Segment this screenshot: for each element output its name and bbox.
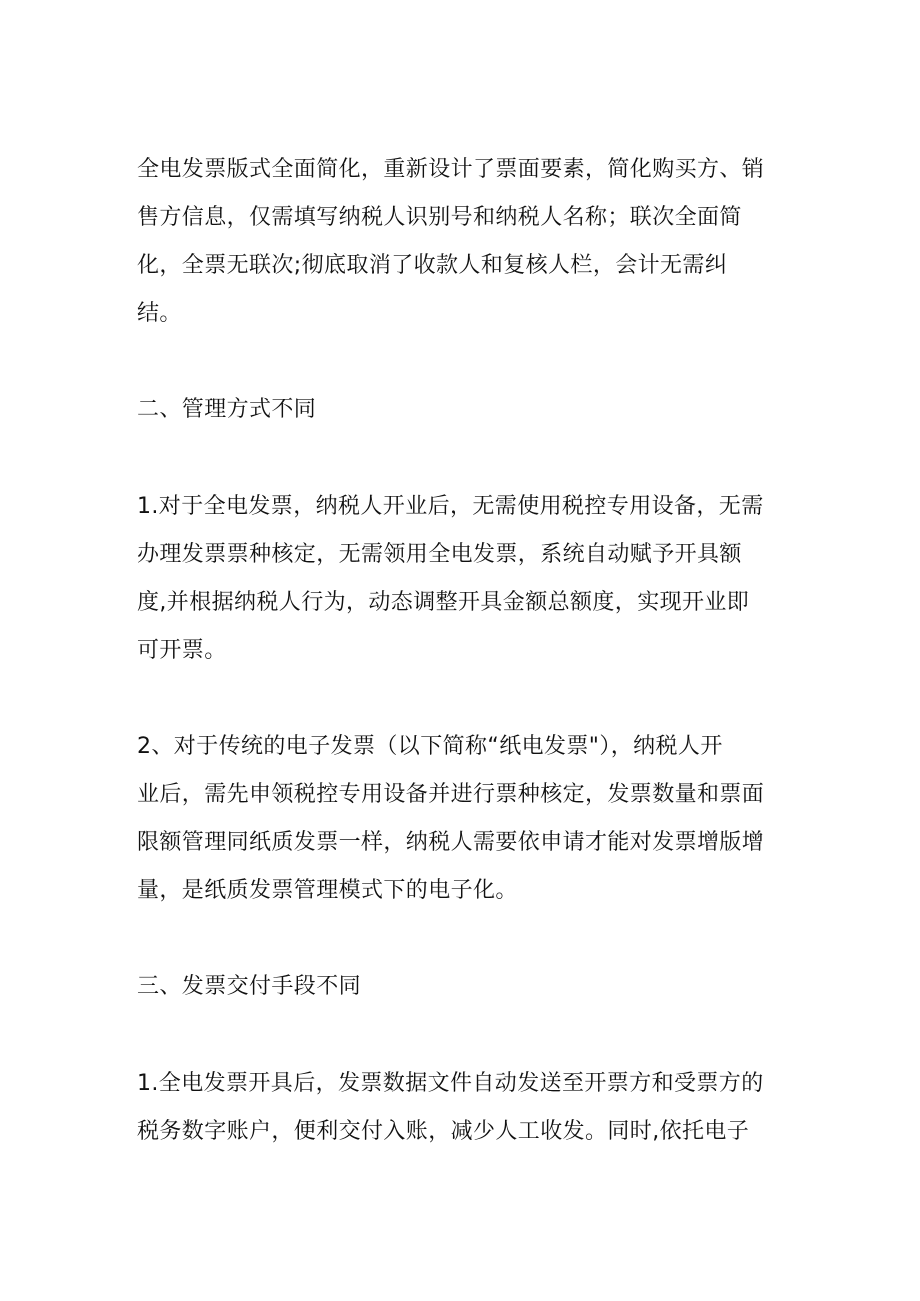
text-line: 1.对于全电发票，纳税人开业后，无需使用税控专用设备，无需 (137, 494, 764, 519)
text-line: 1.全电发票开具后，发票数据文件自动发送至开票方和受票方的 (137, 1071, 764, 1096)
text-line: 化，全票无联次;彻底取消了收款人和复核人栏，会计无需纠 (137, 253, 728, 278)
text-line: 办理发票票种核定，无需领用全电发票，系统自动赋予开具额 (137, 542, 742, 567)
text-line: 限额管理同纸质发票一样，纳税人需要依申请才能对发票增版增 (137, 830, 765, 855)
text-line: 税务数字账户，便利交付入账，减少人工收发。同时,依托电子 (137, 1119, 750, 1144)
paragraph-full-electric-management (137, 483, 797, 675)
paragraph-delivery-method (137, 1060, 797, 1156)
text-line: 可开票。 (137, 638, 227, 663)
section-heading-delivery: 三、发票交付手段不同 (137, 974, 362, 999)
text-line: 2、对于传统的电子发票（以下简称“纸电发票"），纳税人开 (137, 734, 723, 759)
text-line: 结。 (137, 301, 182, 326)
text-line: 度,并根据纳税人行为，动态调整开具金额总额度，实现开业即 (137, 590, 750, 615)
paragraph-invoice-format (137, 146, 797, 338)
text-line: 业后，需先申领税控专用设备并进行票种核定，发票数量和票面 (137, 782, 765, 807)
paragraph-traditional-e-invoice (137, 723, 797, 915)
section-heading-management: 二、管理方式不同 (137, 397, 317, 422)
text-line: 全电发票版式全面简化，重新设计了票面要素，简化购买方、销 (137, 157, 765, 182)
text-line: 量，是纸质发票管理模式下的电子化。 (137, 878, 518, 903)
text-line: 售方信息，仅需填写纳税人识别号和纳税人名称；联次全面简 (137, 205, 742, 230)
